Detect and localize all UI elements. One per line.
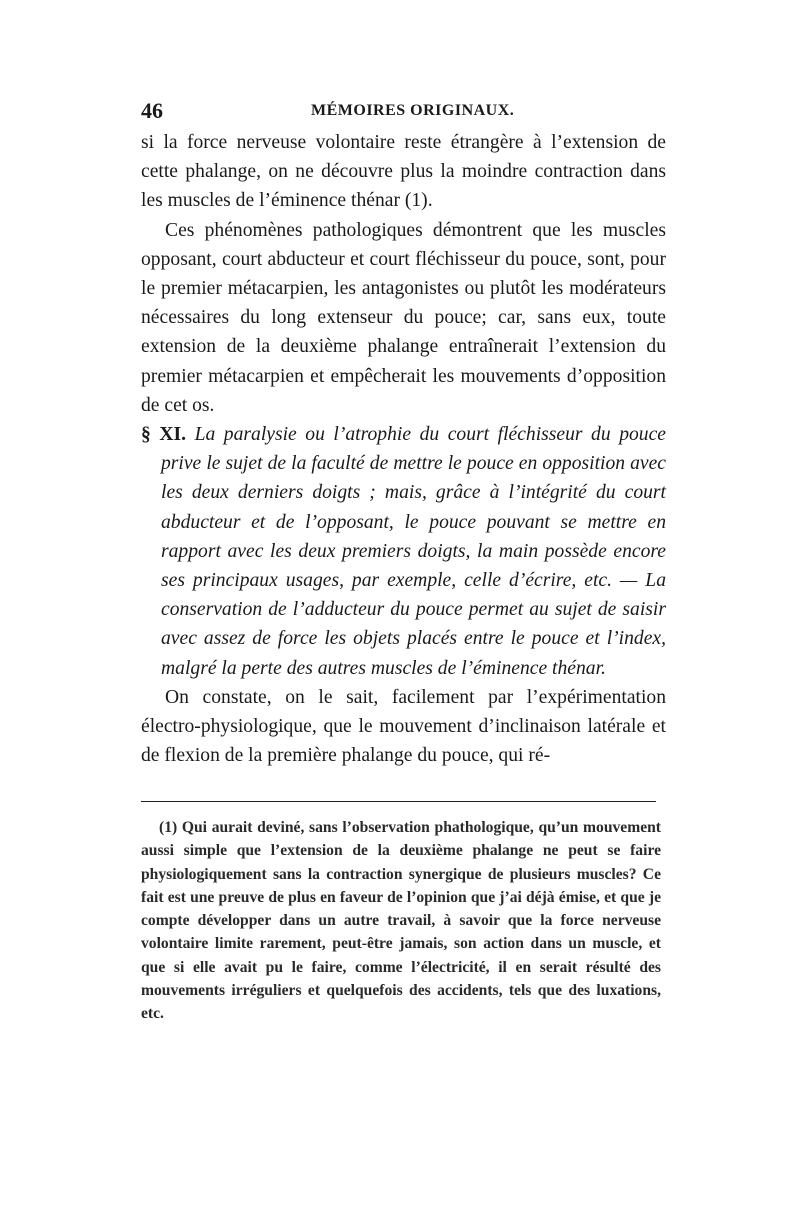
page-number: 46: [141, 98, 163, 123]
footnote-rule: [141, 801, 656, 802]
paragraph-pathology: Ces phénomènes pathologiques démontrent que les muscles opposant, court abducteur et court fléchisseur du pouce, sont, pour le premier métacarpien, les antagonistes ou plutôt les modérateurs nécessaires du long extenseur du pouce; car, sans eux, toute extension de la deuxième phalange entraînerait l’extension du premier métacarpien et empêcherait les mouvements d’opposition de cet os.: [141, 219, 666, 416]
footnote-text: (1) Qui aurait deviné, sans l’observation phathologique, qu’un mouvement aussi simple que l’extension de la deuxième phalange ne peut se faire physiologiquement sans la contraction synergique de plusieurs muscles? Ce fait est une preuve de plus en faveur de l’opinion que j’ai déjà émise, et que je compte développer dans un autre travail, à savoir que la force nerveuse volontaire limite rarement, peut-être jamais, son action dans un muscle, et que si elle avait pu le faire, comme l’électricité, il en serait résulté des mouvements irréguliers et quelquefois des accidents, tels que des luxations, etc.: [141, 819, 661, 1023]
paragraph-continuation: si la force nerveuse volontaire reste étrangère à l’extension de cette phalange, on ne découvre plus la moindre contraction dans les muscles de l’éminence thénar (1).: [141, 132, 666, 212]
page-header: [141, 96, 666, 126]
section-xi: [141, 420, 666, 683]
body-text: [141, 128, 666, 770]
running-title: MÉMOIRES ORIGINAUX.: [311, 102, 515, 119]
section-mark: § XI.: [141, 424, 187, 446]
section-xi-text: La paralysie ou l’atrophie du court fléchisseur du pouce prive le sujet de la faculté de mettre le pouce en opposition avec les deux derniers doigts ; mais, grâce à l’intégrité du court abducteur et de l’opposant, le pouce pouvant se mettre en rapport avec les deux premiers doigts, la main possède encore ses principaux usages, par exemple, celle d’écrire, etc. — La conservation de l’adducteur du pouce permet au sujet de saisir avec assez de force les objets placés entre le pouce et l’index, malgré la perte des autres muscles de l’éminence thénar.: [161, 424, 666, 679]
footnote: [141, 816, 661, 1026]
paragraph-electrophysiology: On constate, on le sait, facilement par l’expérimentation électro-physiologique, que le mouvement d’inclinaison latérale et de flexion de la première phalange du pouce, qui ré-: [141, 686, 666, 767]
